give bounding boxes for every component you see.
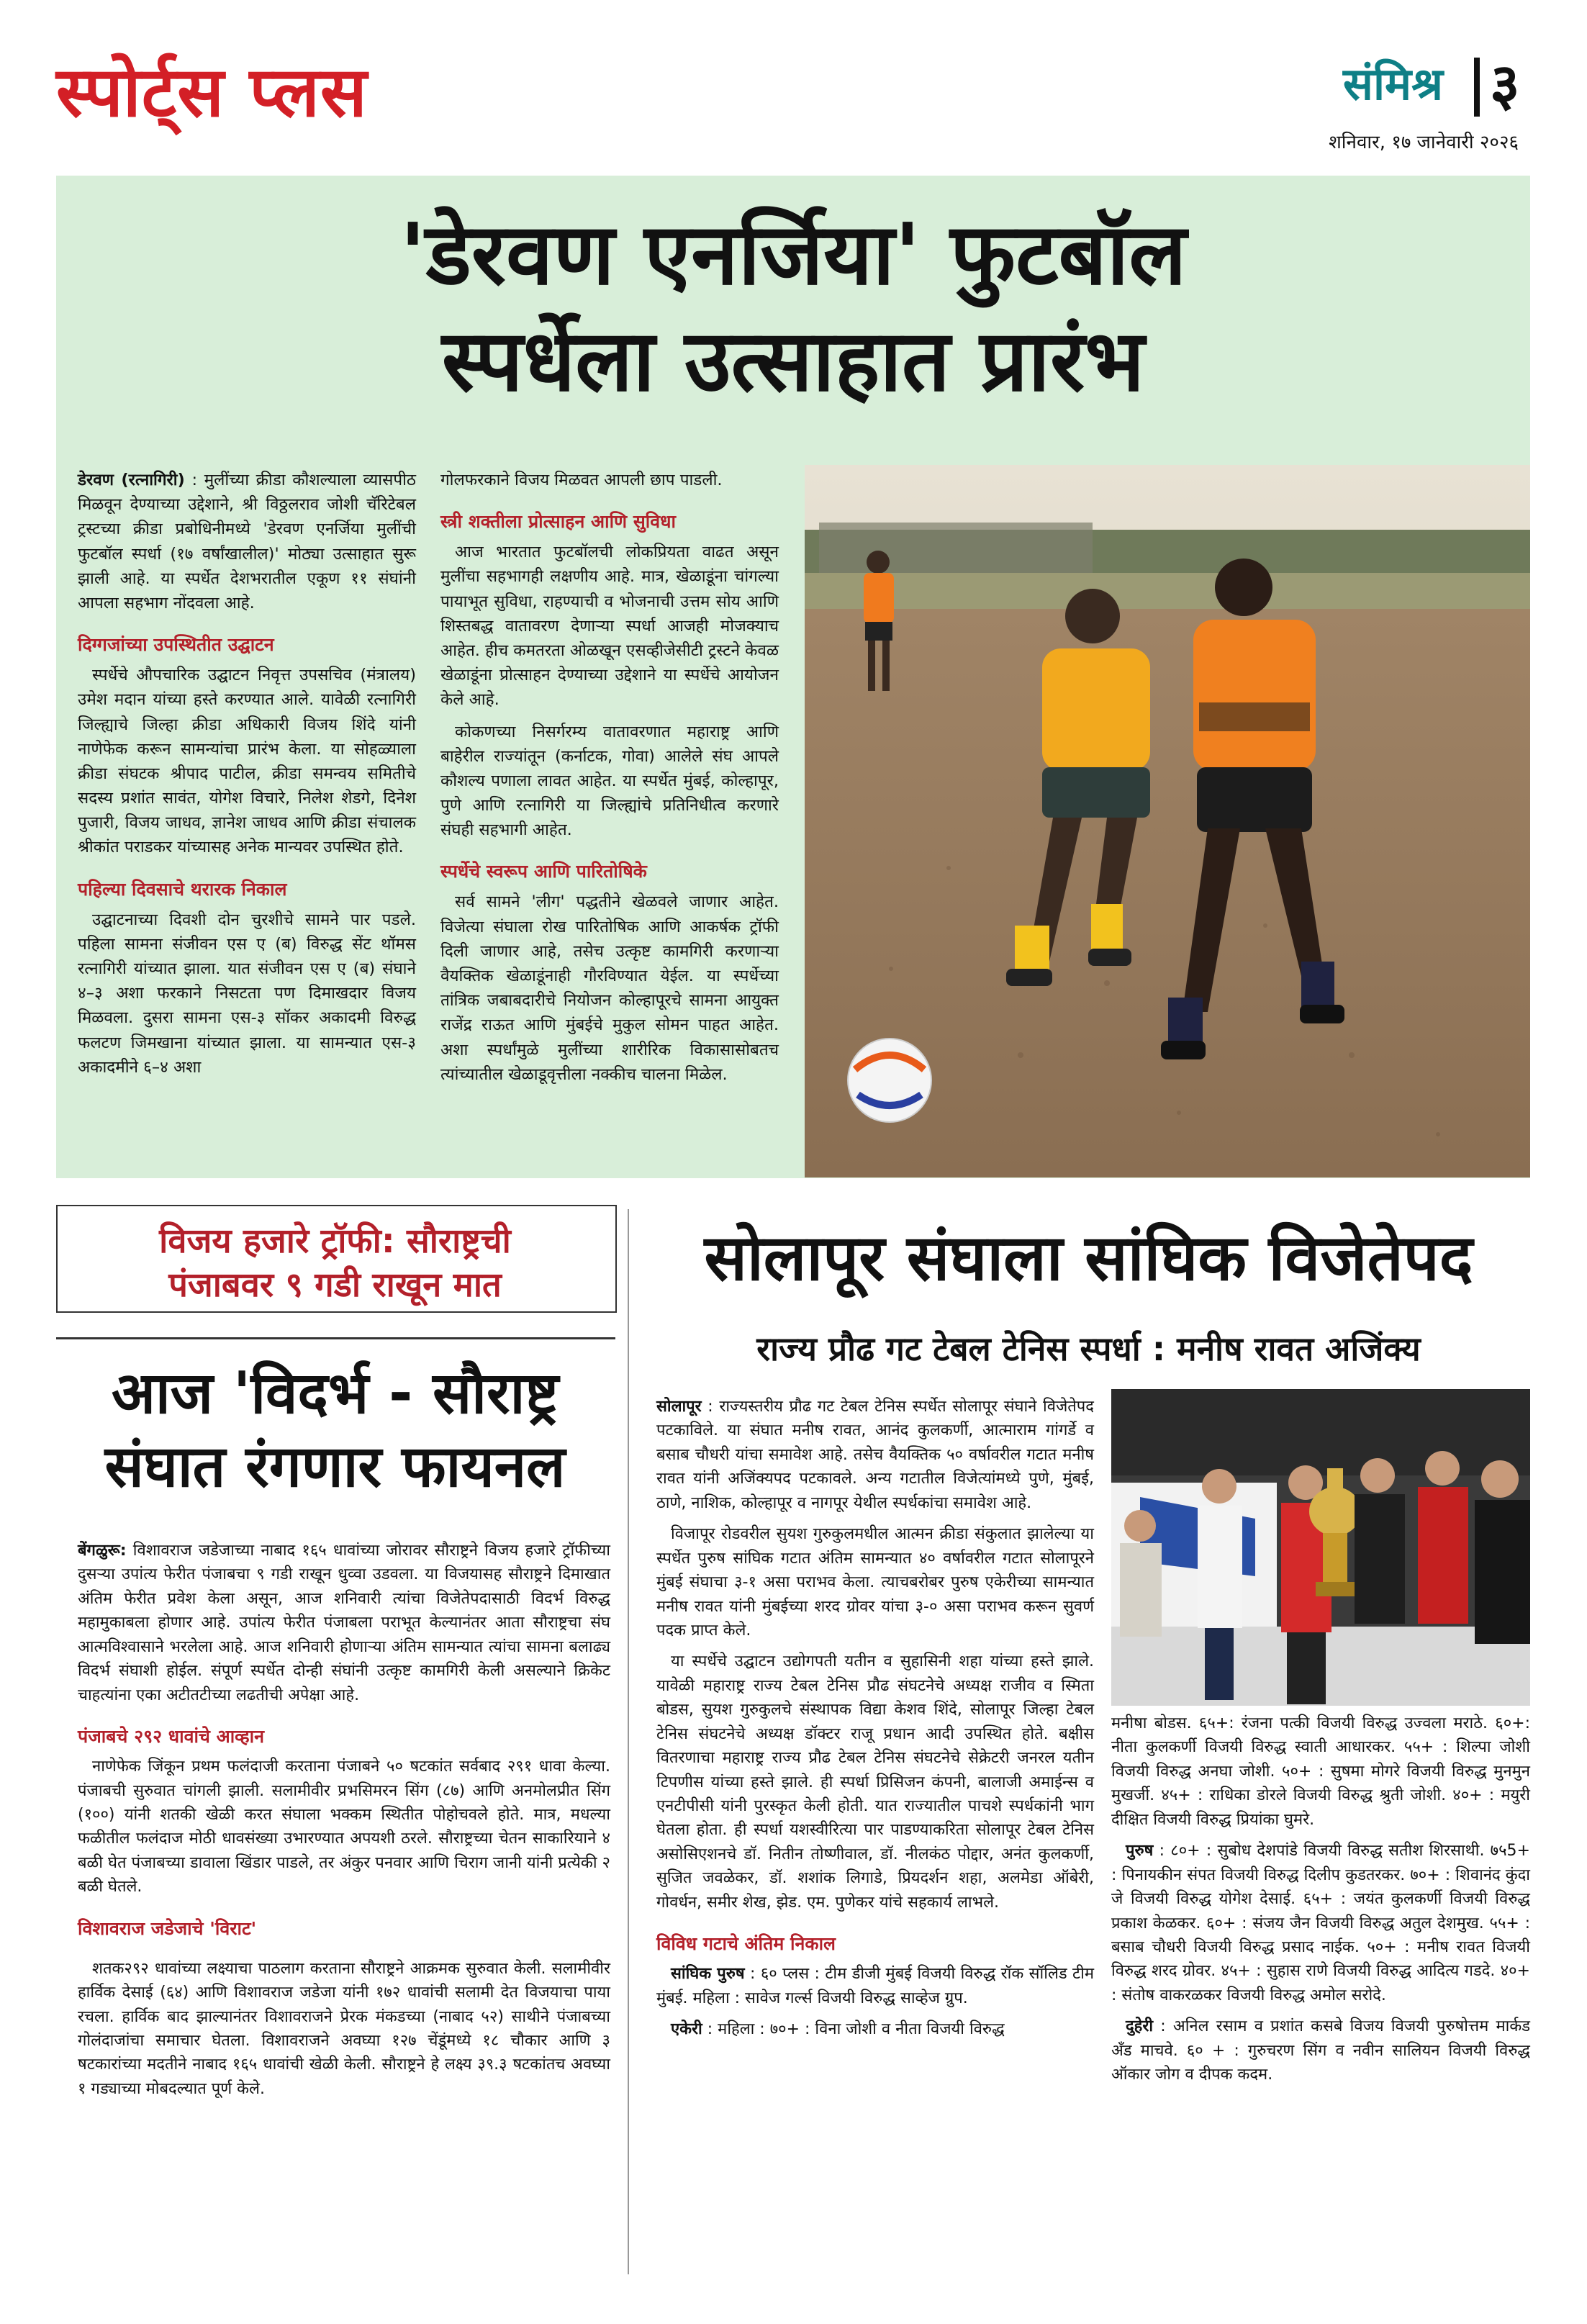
football-ball bbox=[848, 1039, 931, 1122]
box-title-line2: पंजाबवर ९ गडी राखून मात bbox=[168, 1265, 502, 1306]
story3-subhead-1: विविध गटाचे अंतिम निकाल bbox=[656, 1933, 836, 1955]
page-separator bbox=[1474, 58, 1480, 117]
lead-col2-para4: सर्व सामने 'लीग' पद्धतीने खेळवले जाणार आहेत. विजेत्या संघाला रोख पारितोषिक आणि आकर्षक ट्रॉफी दिली जाणार आहे, तसेच उत्कृष्ट कामगिरी करणाऱ्या वैयक्तिक खेळाडूंनाही गौरविण्यात येईल. या स्पर्धेच्या तांत्रिक जबाबदारीचे नियोजन कोल्हापूरचे सामना आयुक्त राजेंद्र राऊत आणि मुंबईचे मुकुल सोमन पाहत आहेत. अशा स्पर्धांमुळे मुलींच्या शारीरिक विकासासोबतच त्यांच्यातील खेळाडूवृत्तीला नक्कीच चालना मिळेल. bbox=[440, 892, 779, 1084]
story3-singles-label: एकेरी bbox=[671, 2020, 702, 2039]
story3-results-doubles: : अनिल रसाम व प्रशांत कसबे विजय विजयी पुरुषोत्तम मार्कड अँड माचवे. ६० + : गुरुचरण सिंग व नवीन सालियन विजयी विरुद्ध ऑकार जोग व दीपक कदम. bbox=[1111, 2017, 1530, 2084]
story3-headline: सोलापूर संघाला सांघिक विजेतेपद bbox=[704, 1221, 1473, 1295]
story3-para4: : ६० प्लस : टीम डीजी मुंबई विजयी विरुद्ध रॉक सॉलिड टीम मुंबई. महिला : सावेज गर्ल्स विजयी विरुद्ध साव्हेज ग्रुप. bbox=[656, 1965, 1094, 2007]
box-title-line1: विजय हजारे ट्रॉफी: सौराष्ट्रची bbox=[159, 1221, 511, 1261]
person-left bbox=[1120, 1510, 1162, 1637]
lead-headline-line2: स्पर्धेला उत्साहात प्रारंभ bbox=[441, 310, 1145, 410]
story2-para1: विशावराज जडेजाच्या नाबाद १६५ धावांच्या जोरावर सौराष्ट्रने विजय हजारे ट्रॉफीच्या दुसऱ्या उपांत्य फेरीत पंजाबचा ९ गडी राखून धुव्वा उडवला. या विजयासह सौराष्ट्रने दिमाखात अंतिम फेरीत प्रवेश केला असून, आज शनिवारी त्यांचा विजेतेपदासाठी विदर्भ विरुद्ध महामुकाबला होणार आहे. उपांत्य फेरीत पंजाबला पराभूत केल्यानंतर आता सौराष्ट्रचा संघ आत्मविश्वासाने भरलेला आहे. आज शनिवारी होणाऱ्या अंतिम सामन्यात त्यांचा सामना बलाढ्य विदर्भ संघाशी होईल. संपूर्ण स्पर्धेत दोन्ही संघांनी उत्कृष्ट कामगिरी केली असल्याने क्रिकेट चाहत्यांना एका अटीतटीच्या लढतीची अपेक्षा आहे. bbox=[78, 1542, 610, 1704]
column-rule bbox=[628, 1209, 629, 2274]
lead-headline bbox=[56, 202, 1530, 414]
story2-para2: नाणेफेक जिंकून प्रथम फलंदाजी करताना पंजाबने ५० षटकांत सर्वबाद २९१ धावा केल्या. पंजाबची सुरुवात चांगली झाली. सलामीवीर प्रभसिमरन सिंग (८७) आणि अनमोलप्रीत सिंग (१००) यांनी शतकी खेळी करत संघाला भक्कम स्थितीत पोहोचवले होते. मात्र, मधल्या फळीतील फलंदाज मोठी धावसंख्या उभारण्यात अपयशी ठरले. सौराष्ट्रच्या चेतन साकारियाने ४ बळी घेत पंजाबच्या डावाला खिंडार पाडले, तर अंकुर पनवार आणि चिराग जानी यांनी प्रत्येकी २ बळी घेतले. bbox=[78, 1758, 610, 1896]
lead-col1-para3: उद्घाटनाच्या दिवशी दोन चुरशीचे सामने पार पडले. पहिला सामना संजीवन एस ए (ब) विरुद्ध सेंट थॉमस रत्नागिरी यांच्यात झाला. यात संजीवन एस ए (ब) संघाने ४–३ अशा फरकाने निसटता पण दिमाखदार विजय मिळवला. दुसरा सामना एस-३ सॉकर अकादमी विरुद्ध फलटण जिमखाना यांच्यात झाला. या सामन्यात एस-३ अकादमीने ६–४ अशा bbox=[78, 910, 416, 1077]
story2-divider bbox=[56, 1337, 615, 1339]
lead-subhead-2: पहिल्या दिवसाचे थरारक निकाल bbox=[78, 878, 287, 900]
story3-dateline: सोलापूर bbox=[656, 1398, 702, 1416]
story2-headline bbox=[56, 1357, 614, 1504]
page-number: ३ bbox=[1490, 51, 1520, 118]
lead-headline-line1: 'डेरवण एनर्जिया' फुटबॉल bbox=[399, 204, 1187, 304]
story3-para5: : महिला : ७०+ : विना जोशी व नीता विजयी विरुद्ध bbox=[702, 2020, 1005, 2039]
football-match-photo bbox=[805, 465, 1530, 1177]
story2-subhead-2: विशावराज जडेजाचे 'विराट' bbox=[78, 1917, 257, 1939]
lead-col2-para3: कोकणच्या निसर्गरम्य वातावरणात महाराष्ट्र आणि बाहेरील राज्यांतून (कर्नाटक, गोवा) आलेले संघ आपले कौशल्य पणाला लावत आहेत. या स्पर्धेत मुंबई, कोल्हापूर, पुणे आणि रत्नागिरी या जिल्ह्यांचे प्रतिनिधीत्व करणारे संघही सहभागी आहेत. bbox=[440, 722, 779, 840]
lead-col1-para1: : मुलींच्या क्रीडा कौशल्याला व्यासपीठ मिळवून देण्याच्या उद्देशाने, श्री विठ्ठलराव जोशी चॅरिटेबल ट्रस्टच्या क्रीडा प्रबोधिनीमध्ये 'डेरवण एनर्जिया मुलींची फुटबॉल स्पर्धा (१७ वर्षांखालील)' मोठ्या उत्साहात सुरू झाली आहे. या स्पर्धेत देशभरातील एकूण ११ संघांनी आपला सहभाग नोंदवला आहे. bbox=[78, 471, 416, 612]
story2-subhead-1: पंजाबचे २९२ धावांचे आव्हान bbox=[78, 1726, 264, 1747]
lead-column-1 bbox=[78, 468, 416, 1087]
masthead-title: स्पोर्ट्स प्लस bbox=[56, 52, 368, 132]
lead-subhead-3: स्त्री शक्तीला प्रोत्साहन आणि सुविधा bbox=[440, 511, 676, 533]
story2-body bbox=[78, 1539, 610, 2108]
story3-column-1 bbox=[656, 1395, 1094, 2049]
lead-column-2 bbox=[440, 468, 779, 1094]
lead-dateline: डेरवण (रत्नागिरी) bbox=[78, 471, 185, 489]
story3-results-women: मनीषा बोडस. ६५+: रंजना पत्की विजयी विरुद्ध उज्वला मराठे. ६०+: नीता कुलकर्णी विजयी विरुद्ध स्वाती आधारकर. ५५+ : शिल्पा जोशी विजयी विरुद्ध अनघा जोशी. ५०+ : सुषमा मोगरे विजयी विरुद्ध मुनमुन मुखर्जी. ४५+ : राधिका डोरले विजयी विरुद्ध श्रुती जोशी. ४०+ : मयुरी दीक्षित विजयी विरुद्ध प्रियांका घुमरे. bbox=[1111, 1714, 1530, 1829]
story3-para3: या स्पर्धेचे उद्घाटन उद्योगपती यतीन व सुहासिनी शहा यांच्या हस्ते झाले. यावेळी महाराष्ट्र राज्य टेबल टेनिस प्रौढ संघटनेचे अध्यक्ष राजीव व स्मिता बोडस, सुयश गुरुकुलचे संस्थापक विद्या केशव शिंदे, सोलापूर जिल्हा टेबल टेनिस संघटनेचे अध्यक्ष डॉक्टर राजू प्रधान आदी उपस्थित होते. बक्षीस वितरणाचा महाराष्ट्र राज्य प्रौढ टेबल टेनिस संघटनेचे सेक्रेटरी जनरल यतीन टिपणीस यांच्या हस्ते झाले. ही स्पर्धा प्रिसिजन कंपनी, बालाजी अमाईन्स व एनटीपीसी यांनी पुरस्कृत केली होती. यात राज्यातील पाचशे स्पर्धकांनी भाग घेतला होता. ही स्पर्धा यशस्वीरित्या पार पाडण्याकरिता सोलापूर टेबल टेनिस असोसिएशनचे डॉ. नितीन तोष्णीवाल, डॉ. नीलकंठ पोद्दार, अनंत कुलकर्णी, सुजित जवळेकर, डॉ. शशांक लिगाडे, प्रियदर्शन शहा, अलमेडा ऑबेरी, गोवर्धन, समीर शेख, झेड. एम. पुणेकर यांचे सहकार्य लाभले. bbox=[656, 1652, 1094, 1912]
table-tennis-award-photo bbox=[1111, 1389, 1530, 1706]
story3-doubles-label: दुहेरी bbox=[1126, 2017, 1154, 2036]
story2-dateline: बेंगळुरू: bbox=[78, 1542, 127, 1560]
story2-headline-line2: संघात रंगणार फायनल bbox=[104, 1433, 566, 1501]
section-name: संमिश्र bbox=[1343, 58, 1443, 110]
story3-para2: विजापूर रोडवरील सुयश गुरुकुलमधील आत्मन क्रीडा संकुलात झालेल्या या स्पर्धेत पुरुष सांघिक गटात अंतिम सामन्यात ४० वर्षावरील गटात सोलापूरने मुंबई संघाचा ३-१ असा पराभव केला. त्याचबरोबर पुरुष एकेरीच्या सामन्यात मनीष रावत यांनी मुंबईच्या शरद ग्रोवर यांचा ३-० असा पराभव करून सुवर्ण पदक प्राप्त केले. bbox=[656, 1525, 1094, 1640]
story3-column-2 bbox=[1111, 1712, 1530, 2094]
award-photo-illustration bbox=[1111, 1389, 1530, 1706]
story3-subheadline: राज्य प्रौढ गट टेबल टेनिस स्पर्धा : मनीष रावत अजिंक्य bbox=[756, 1329, 1421, 1368]
issue-date: शनिवार, १७ जानेवारी २०२६ bbox=[1329, 132, 1519, 153]
story3-men-label: पुरुष bbox=[1126, 1842, 1154, 1860]
lead-subhead-4: स्पर्धेचे स्वरूप आणि पारितोषिके bbox=[440, 861, 647, 882]
story3-para1: : राज्यस्तरीय प्रौढ गट टेबल टेनिस स्पर्धेत सोलापूर संघाने विजेतेपद पटकाविले. या संघात मनीष रावत, आनंद कुलकर्णी, आत्माराम गांगर्डे व बसाब चौधरी यांचा समावेश आहे. तसेच वैयक्तिक ५० वर्षावरील गटात मनीष रावत यांनी अजिंक्यपद पटकावले. अन्य गटातील विजेत्यांमध्ये पुणे, मुंबई, ठाणे, नाशिक, कोल्हापूर व नागपूर येथील स्पर्धकांचा समावेश आहे. bbox=[656, 1398, 1094, 1512]
story2-para3: शतक२९२ धावांच्या लक्ष्याचा पाठलाग करताना सौराष्ट्रने आक्रमक सुरुवात केली. सलामीवीर हार्विक देसाई (६४) आणि विशावराज जडेजा यांनी १७२ धावांची सलामी देत विजयाचा पाया रचला. हार्विक बाद झाल्यानंतर विशावराजने प्रेरक मंकडच्या (नाबाद ५२) साथीने पंजाबच्या गोलंदाजांचा समाचार घेतला. विशावराजने अवघ्या १२७ चेंडूंमध्ये १८ चौकार आणि ३ षटकारांच्या मदतीने नाबाद १६५ धावांची खेळी केली. सौराष्ट्रने हे लक्ष्य ३९.३ षटकांतच अवघ्या १ गड्याच्या मोबदल्यात पूर्ण केले. bbox=[78, 1959, 610, 2098]
vijay-hazare-box-title bbox=[56, 1219, 614, 1307]
lead-subhead-1: दिग्गजांच्या उपस्थितीत उद्घाटन bbox=[78, 634, 274, 656]
lead-col2-para2: आज भारतात फुटबॉलची लोकप्रियता वाढत असून मुलींचा सहभागही लक्षणीय आहे. मात्र, खेळाडूंना चांगल्या पायाभूत सुविधा, राहण्याची व भोजनाची उत्तम सोय आणि शिस्तबद्ध वातावरण देणाऱ्या स्पर्धा आजही मोजक्याच आहेत. हीच कमतरता ओळखून एसव्हीजेसीटी ट्रस्टने केवळ खेळाडूंना प्रोत्साहन देण्याच्या उद्देशाने या स्पर्धेचे आयोजन केले आहे. bbox=[440, 543, 779, 710]
story3-team-label: सांघिक पुरुष bbox=[671, 1965, 745, 1984]
story3-results-men: : ८०+ : सुबोध देशपांडे विजयी विरुद्ध सतीश शिरसाथी. ७५5+ : पिनायकीन संपत विजयी विरुद्ध दिलीप कुडतरकर. ७०+ : शिवानंद कुंदा जे विजयी विरुद्ध योगेश देसाई. ६५+ : जयंत कुलकर्णी विजयी विरुद्ध प्रकाश केळकर. ६०+ : संजय जैन विजयी विरुद्ध अतुल देशमुख. ५५+ : बसाब चौधरी विजयी विरुद्ध प्रसाद नाईक. ५०+ : मनीष रावत विजयी विरुद्ध शरद ग्रोवर. ४५+ : सुहास राणे विजयी विरुद्ध आदित्य गडदे. ४०+ : संतोष वाकरळकर विजयी विरुद्ध अमोल सरोदे. bbox=[1111, 1842, 1530, 2004]
story2-headline-line1: आज 'विदर्भ - सौराष्ट्र bbox=[111, 1360, 559, 1426]
football-photo-illustration bbox=[805, 465, 1530, 1177]
lead-col2-para1: गोलफरकाने विजय मिळवत आपली छाप पाडली. bbox=[440, 471, 723, 489]
lead-col1-para2: स्पर्धेचे औपचारिक उद्घाटन निवृत्त उपसचिव (मंत्रालय) उमेश मदान यांच्या हस्ते करण्यात आले. यावेळी रत्नागिरी जिल्ह्याचे जिल्हा क्रीडा अधिकारी विजय शिंदे यांनी नाणेफेक करून सामन्यांचा प्रारंभ केला. या सोहळ्याला क्रीडा संघटक श्रीपाद पाटील, क्रीडा समन्वय समितीचे सदस्य प्रशांत सावंत, योगेश विचारे, निलेश शेडगे, दिनेश पुजारी, विजय जाधव, ज्ञानेश जाधव आणि क्रीडा संचालक श्रीकांत पराडकर यांच्यासह अनेक मान्यवर उपस्थित होते. bbox=[78, 666, 416, 857]
